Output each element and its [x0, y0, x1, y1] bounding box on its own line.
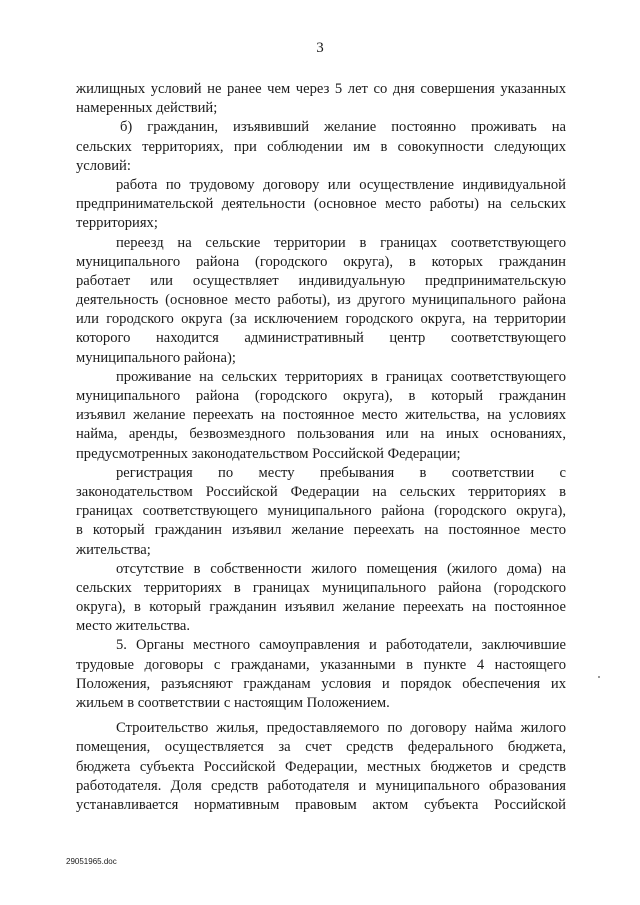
- text-line: работодателя. Доля средств работодателя и муниципального образования: [76, 777, 566, 794]
- text-line: территориях;: [76, 215, 158, 232]
- text-line: б) гражданин, изъявивший желание постоянно проживать на: [120, 119, 566, 136]
- text-line: законодательством Российской Федерации на сельских территориях в: [76, 483, 566, 500]
- text-line: трудовые договоры с гражданами, указанными в пункте 4 настоящего: [76, 656, 566, 673]
- document-body: [76, 80, 566, 815]
- text-line: муниципального района);: [76, 349, 236, 366]
- text-line: отсутствие в собственности жилого помещения (жилого дома) на: [116, 560, 566, 577]
- text-line: сельских территориях в границах муниципального района (городского: [76, 579, 566, 596]
- text-line: найма, аренды, безвозмездного пользования или на иных основаниях,: [76, 426, 566, 443]
- text-line: место жительства.: [76, 618, 191, 635]
- text-line: жительства;: [76, 541, 151, 558]
- text-line: муниципального района (городского округа), в который гражданин: [76, 388, 566, 404]
- text-line: границах соответствующего муниципального района (городского округа),: [76, 503, 566, 520]
- text-line: жильем в соответствии с настоящим Положением.: [76, 695, 390, 711]
- text-line: предусмотренных законодательством Российской Федерации;: [76, 445, 461, 462]
- text-line: работа по трудовому договору или осуществление индивидуальной: [116, 176, 566, 193]
- text-line: намеренных действий;: [76, 100, 218, 117]
- text-line: жилищных условий не ранее чем через 5 лет со дня совершения указанных: [76, 81, 566, 97]
- text-line: которого находится административный центр соответствующего: [76, 330, 566, 347]
- text-line: бюджета субъекта Российской Федерации, местных бюджетов и средств: [76, 758, 566, 775]
- text-line: предпринимательской деятельности (основное место работы) на сельских: [76, 196, 566, 213]
- text-line: сельских территориях, при соблюдении им в совокупности следующих: [76, 138, 566, 155]
- text-line: работает или осуществляет индивидуальную предпринимательскую: [76, 272, 566, 289]
- text-line: в который гражданин изъявил желание переехать на постоянное место: [76, 522, 566, 539]
- text-line: помещения, осуществляется за счет средств федерального бюджета,: [76, 739, 566, 756]
- text-line: округа), в который гражданин изъявил желание переехать на постоянное: [76, 599, 566, 616]
- text-line: Строительство жилья, предоставляемого по договору найма жилого: [116, 720, 566, 737]
- text-line: или городского округа (за исключением городского округа, на территории: [76, 311, 566, 328]
- page-number: 3: [316, 40, 324, 56]
- text-line: Положения, разъясняют гражданам условия и порядок обеспечения их: [76, 675, 566, 692]
- text-line: устанавливается нормативным правовым актом субъекта Российской: [76, 796, 566, 813]
- scan-speck: [598, 676, 600, 678]
- text-line: изъявил желание переехать на постоянное место жительства, на условиях: [76, 407, 566, 424]
- text-line: 5. Органы местного самоуправления и работодатели, заключившие: [116, 637, 566, 654]
- text-line: муниципального района (городского округа), в которых гражданин: [76, 253, 566, 270]
- file-name-footer: 29051965.doc: [66, 857, 117, 866]
- text-line: условий:: [76, 157, 131, 174]
- text-line: проживание на сельских территориях в границах соответствующего: [116, 368, 566, 385]
- text-line: регистрация по месту пребывания в соответствии с: [116, 464, 566, 481]
- text-line: деятельность (основное место работы), из другого муниципального района: [76, 292, 566, 309]
- text-line: переезд на сельские территории в границах соответствующего: [116, 234, 566, 251]
